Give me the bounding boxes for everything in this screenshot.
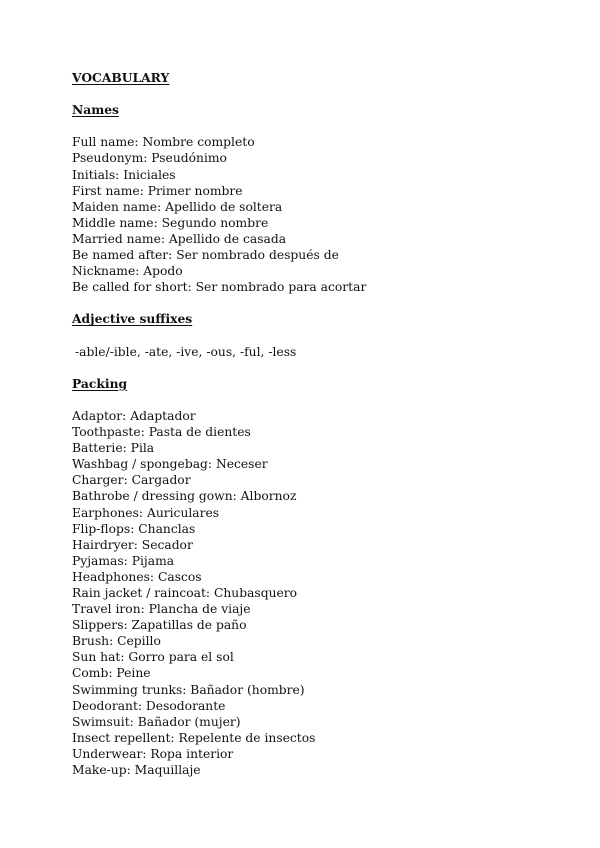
packing-list	[72, 408, 572, 778]
list-item: Be named after: Ser nombrado después de	[72, 248, 339, 263]
list-item: Nickname: Apodo	[72, 264, 183, 279]
packing-heading: Packing	[72, 375, 128, 391]
names-heading: Names	[72, 102, 119, 118]
list-item: Full name: Nombre completo	[72, 135, 255, 150]
adjective-suffixes-heading: Adjective suffixes	[72, 311, 193, 327]
spacer	[72, 328, 572, 344]
list-item: Flip-flops: Chanclas	[72, 521, 196, 536]
list-item: Sun hat: Gorro para el sol	[72, 650, 234, 665]
document-page	[72, 70, 572, 778]
list-item: Slippers: Zapatillas de paño	[72, 618, 247, 633]
list-item: Batterie: Pila	[72, 441, 155, 456]
list-item: Insect repellent: Repelente de insectos	[72, 730, 316, 745]
list-item: Washbag / spongebag: Neceser	[72, 457, 268, 472]
list-item: Middle name: Segundo nombre	[72, 215, 269, 230]
spacer	[72, 118, 572, 134]
list-item: Earphones: Auriculares	[72, 505, 220, 520]
list-item: Swimsuit: Bañador (mujer)	[72, 714, 241, 729]
list-item: Comb: Peine	[72, 666, 151, 681]
list-item: Rain jacket / raincoat: Chubasquero	[72, 586, 298, 600]
list-item: Deodorant: Desodorante	[72, 698, 226, 713]
list-item: Toothpaste: Pasta de dientes	[72, 425, 251, 440]
list-item: Bathrobe / dressing gown: Albornoz	[72, 489, 297, 504]
list-item: Pyjamas: Pijama	[72, 553, 175, 568]
spacer	[72, 392, 572, 408]
spacer	[72, 360, 572, 376]
spacer	[72, 86, 572, 102]
list-item: Make-up: Maquillaje	[72, 763, 201, 778]
document-title: VOCABULARY	[72, 70, 170, 85]
list-item: Headphones: Cascos	[72, 569, 202, 584]
names-list	[72, 134, 572, 295]
spacer	[72, 295, 572, 311]
list-item: Maiden name: Apellido de soltera	[72, 199, 283, 214]
list-item: Swimming trunks: Bañador (hombre)	[72, 682, 305, 697]
list-item: Charger: Cargador	[72, 473, 191, 488]
list-item: Adaptor: Adaptador	[72, 408, 196, 423]
list-item: First name: Primer nombre	[72, 183, 243, 198]
list-item: Be called for short: Ser nombrado para acortar	[72, 280, 367, 295]
list-item: Brush: Cepillo	[72, 634, 161, 649]
list-item: Hairdryer: Secador	[72, 537, 193, 552]
list-item: Initials: Iniciales	[72, 167, 176, 182]
list-item: Pseudonym: Pseudónimo	[72, 151, 227, 166]
list-item: Travel iron: Plancha de viaje	[72, 602, 251, 617]
adjective-suffixes-text: -able/-ible, -ate, -ive, -ous, -ful, -less	[75, 344, 297, 359]
list-item: Underwear: Ropa interior	[72, 746, 234, 761]
list-item: Married name: Apellido de casada	[72, 231, 287, 246]
